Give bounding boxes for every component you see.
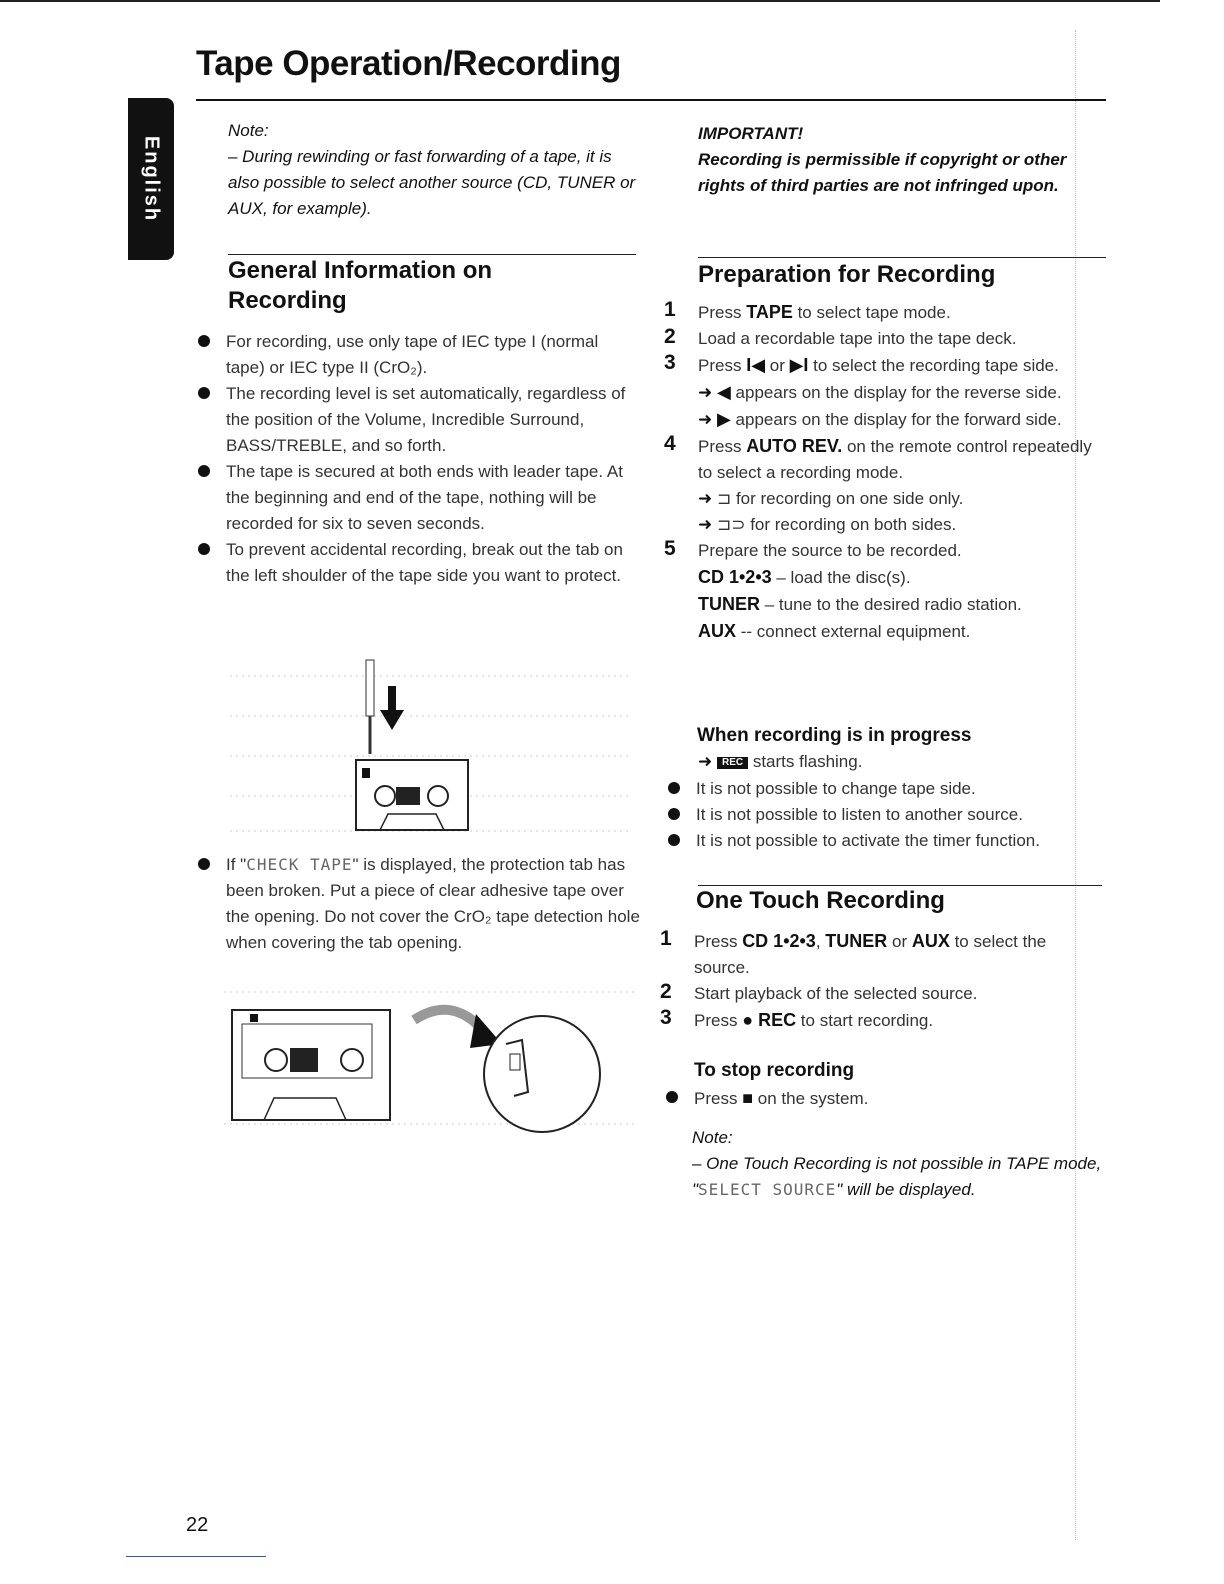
step-text: to select tape mode. [792,303,951,322]
otr-heading: One Touch Recording [696,887,945,914]
source-line [698,618,1108,645]
step-item [664,351,1108,433]
source-line [698,564,1108,591]
cd-key: CD 1•2•3 [698,567,772,587]
step-text: Prepare the source to be recorded. [698,541,962,560]
prep-heading: Preparation for Recording [698,261,996,288]
progress-result [698,749,1098,775]
progress-heading: When recording is in progress [697,725,972,746]
aux-key: AUX [698,621,737,641]
source-text: – load the disc(s). [771,568,911,587]
progress-bullets [696,776,1106,854]
step-text: Press [694,932,743,951]
bullet-text: on the system. [753,1089,869,1108]
result-arrow-icon: ➜ [698,752,713,771]
top-rule [0,0,1160,2]
stop-bullets [694,1085,1104,1112]
step-text: Press [698,437,747,456]
step-text: Start playback of the selected source. [694,984,978,1003]
step-text: Load a recordable tape into the tape deck. [698,329,1017,348]
step-item [664,298,1108,326]
step-text: on the remote control repeatedly to select a recording mode. [698,437,1092,482]
cassette-adhesive-illustration [224,984,640,1134]
source-line [698,591,1108,618]
both-sides-icon: ⊐⊃ [716,515,746,534]
important-title: IMPORTANT! [698,124,804,143]
step-number: 3 [660,1006,672,1029]
step-text: to select the recording tape side. [808,356,1059,375]
list-item [226,381,641,459]
step-item [660,927,1106,981]
title-rule [196,99,1106,101]
bullet-icon [668,782,680,794]
aux-key: AUX [911,931,950,951]
result-text: appears on the display for the reverse side. [730,383,1062,402]
result-text: appears on the display for the forward side. [730,410,1062,429]
list-item [696,828,1106,854]
general-bullets [226,329,641,589]
step-text: or [765,356,790,375]
select-source-display: SELECT SOURCE [698,1180,837,1199]
forward-icon: ▶ [716,409,731,429]
rec-indicator-icon: REC [717,757,748,769]
bullet-text: Press [694,1089,743,1108]
list-item [694,1085,1104,1112]
list-item [226,459,641,537]
step-number: 5 [664,537,676,560]
bullet-text: It is not possible to change tape side. [696,779,976,798]
stop-heading: To stop recording [694,1060,855,1081]
language-label: English [140,135,163,223]
check-tape-display: CHECK TAPE [246,855,353,874]
step-text: , [815,932,826,951]
bullet-icon [668,834,680,846]
result-text: for recording on one side only. [731,489,964,508]
result-arrow-icon: ➜ [698,489,713,508]
step-item [660,980,1106,1007]
cd-key: CD 1•2•3 [742,931,816,951]
bullet-text: The tape is secured at both ends with leader tape. At the beginning and end of the tape, nothing will be recorded for six to seven seconds. [226,462,623,533]
note-text [692,1151,1102,1203]
important-box [698,121,1078,199]
cassette-tab-illustration [220,656,640,846]
step-text: to start recording. [796,1011,934,1030]
bullet-icon [198,858,210,870]
bullet-icon [198,387,210,399]
result-arrow-icon: ➜ [698,410,713,429]
step-number: 1 [660,927,672,950]
bullet-text: For recording, use only tape of IEC type I (normal tape) or IEC type II (CrO₂). [226,332,599,377]
result-line [698,486,1108,512]
bullet-text: To prevent accidental recording, break out the tab on the left shoulder of the tape side you want to protect. [226,540,623,585]
bullet-icon [198,543,210,555]
list-item [226,537,641,589]
result-text: starts flashing. [748,752,863,771]
stop-square-icon: ■ [742,1088,754,1108]
bullet-icon [668,808,680,820]
bullet-icon [198,465,210,477]
check-prefix: If " [226,855,247,874]
step-number: 3 [664,351,676,374]
otr-steps [660,927,1106,1034]
prev-icon: I◀ [746,355,766,375]
rec-key: REC [753,1010,797,1030]
general-heading: General Information on Recording [228,257,493,314]
important-text: Recording is permissible if copyright or other rights of third parties are not infringed upon. [698,150,1067,195]
result-line [698,512,1108,538]
note-text-part: – One Touch Recording is not possible in TAPE mode, " [692,1154,1102,1199]
step-text: Press [698,303,747,322]
list-item [226,852,641,956]
step-item [660,1006,1106,1034]
result-arrow-icon: ➜ [698,515,713,534]
step-item [664,537,1108,645]
page-number: 22 [186,1514,209,1536]
record-dot-icon: ● [742,1010,754,1030]
tuner-key: TUNER [698,594,760,614]
step-number: 2 [660,980,672,1003]
next-icon: ▶I [789,355,809,375]
bullet-icon [198,335,210,347]
left-note [228,118,638,222]
step-number: 4 [664,432,676,455]
result-arrow-icon: ➜ [698,383,713,402]
note-text-part: " will be displayed. [836,1180,976,1199]
bullet-icon [666,1091,678,1103]
tuner-key: TUNER [825,931,888,951]
bullet-text: It is not possible to activate the timer function. [696,831,1040,850]
note-text: – During rewinding or fast forwarding of a tape, it is also possible to select another source (CD, TUNER or AUX, for example). [228,147,636,218]
step-text: to select the source. [694,932,1047,977]
reverse-icon: ◀ [716,382,731,402]
note-label: Note: [692,1128,733,1147]
prep-steps [664,298,1108,645]
bullet-text: The recording level is set automatically, regardless of the position of the Volume, Incredible Surround, BASS/TREBLE, and so forth. [226,384,626,455]
tape-key: TAPE [746,302,793,322]
step-text: or [887,932,912,951]
result-line [698,379,1108,406]
bullet-text: It is not possible to listen to another source. [696,805,1023,824]
result-line [698,749,1098,775]
list-item [226,329,641,381]
one-side-icon: ⊐ [716,489,732,508]
check-suffix: " is displayed, the protection tab has been broken. Put a piece of clear adhesive tape over the opening. Do not cover the CrO₂ tape detection hole when covering the tab opening. [226,855,640,952]
step-number: 1 [664,298,676,321]
step-results [698,486,1108,538]
step-item [664,325,1108,352]
auto-rev-key: AUTO REV. [746,436,843,456]
cassette-adhesive-figure [224,984,640,1134]
source-list [698,564,1108,645]
check-tape-bullet [226,852,641,956]
step-item [664,432,1108,538]
language-tab [128,98,174,260]
cassette-tab-figure [220,656,640,846]
step-text: Press [694,1011,743,1030]
step-text: Press [698,356,747,375]
step-number: 2 [664,325,676,348]
source-text: – tune to the desired radio station. [760,595,1022,614]
list-item [696,776,1106,802]
list-item [696,802,1106,828]
footer-rule [126,1556,266,1557]
result-text: for recording on both sides. [745,515,957,534]
right-note [692,1125,1102,1203]
general-rule [228,254,636,255]
step-results [698,379,1108,433]
result-line [698,406,1108,433]
prep-rule [698,257,1106,258]
note-label: Note: [228,121,269,140]
source-text: -- connect external equipment. [736,622,971,641]
page-title: Tape Operation/Recording [196,44,621,83]
